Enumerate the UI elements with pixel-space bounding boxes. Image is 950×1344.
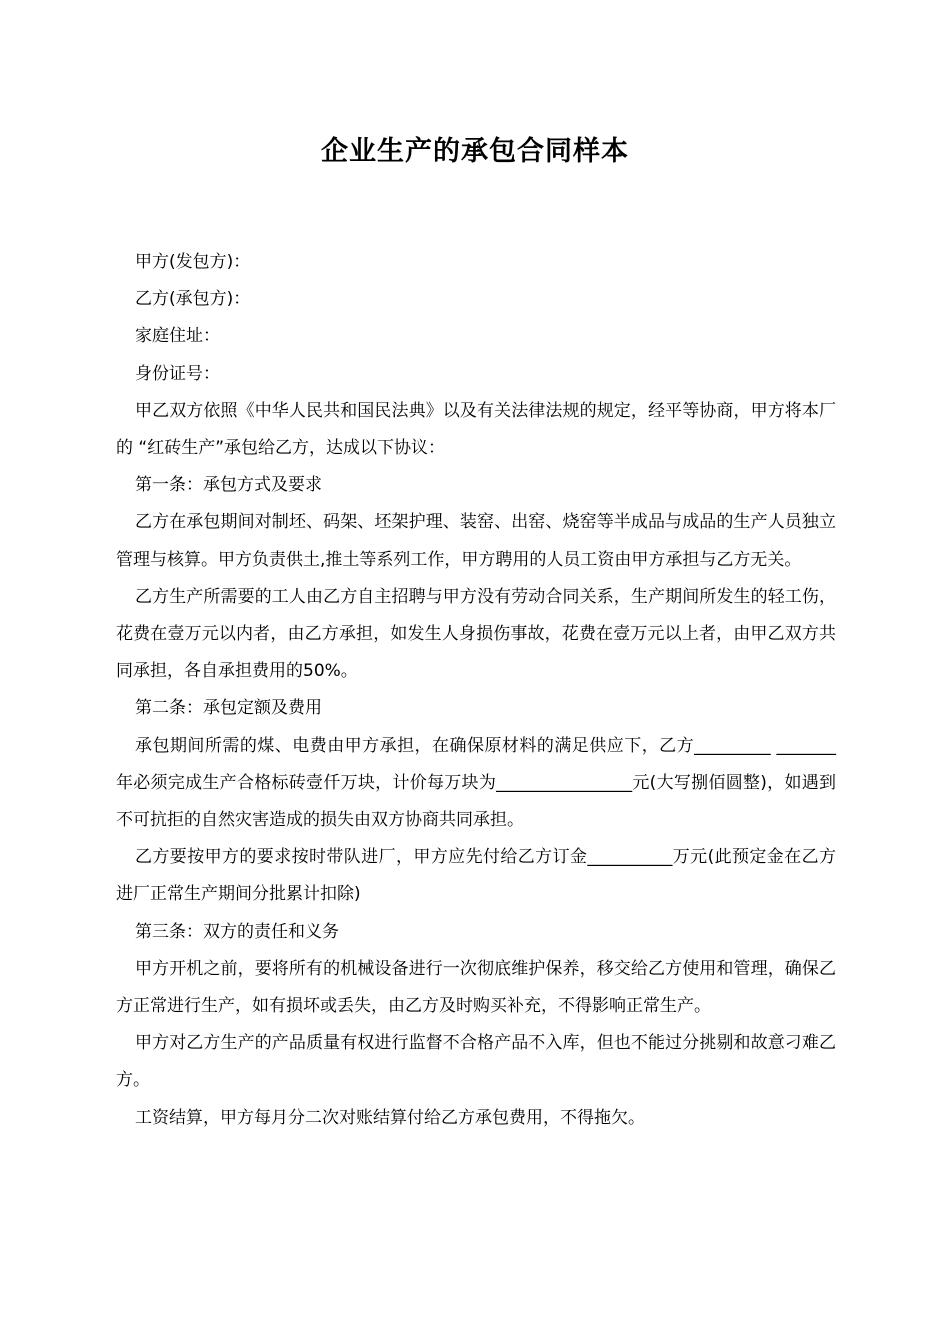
article-3-paragraph-3: 工资结算，甲方每月分二次对账结算付给乙方承包费用，不得拖欠。 bbox=[135, 1107, 645, 1128]
party-a-line: 甲方(发包方)： bbox=[135, 252, 251, 272]
article-3-paragraph-1: 甲方开机之前，要将所有的机械设备进行一次彻底维护保养，移交给乙方使用和管理，确保乙方正常进行生产，如有损坏或丢失，由乙方及时购买补充，不得影响正常生产。 bbox=[116, 958, 836, 1017]
id-number-line: 身份证号： bbox=[135, 363, 220, 384]
article-3-paragraph-2: 甲方对乙方生产的产品质量有权进行监督不合格产品不入库，但也不能过分挑剔和故意刁难乙方。 bbox=[116, 1033, 836, 1091]
article-2-paragraph-1: 承包期间所需的煤、电费由甲方承担，在确保原材料的满足供应下，乙方_________ _______年必须完成生产合格标砖壹仟万块，计价每万块为________________元(大写捌佰圆整)，如遇到不可抗拒的自然灾害造成的损失由双方协商共同承担。 bbox=[116, 735, 836, 831]
article-2-paragraph-2: 乙方要按甲方的要求按时带队进厂，甲方应先付给乙方订金__________万元(此预定金在乙方进厂正常生产期间分批累计扣除) bbox=[116, 847, 836, 905]
home-address-line: 家庭住址： bbox=[135, 326, 220, 347]
article-1-heading: 第一条：承包方式及要求 bbox=[135, 475, 322, 496]
article-3-heading: 第三条：双方的责任和义务 bbox=[135, 921, 339, 942]
document-title: 企业生产的承包合同样本 bbox=[321, 136, 629, 167]
party-b-line: 乙方(承包方)： bbox=[135, 289, 251, 310]
document-body bbox=[116, 244, 836, 1137]
article-1-paragraph-2: 乙方生产所需要的工人由乙方自主招聘与甲方没有劳动合同关系，生产期间所发生的轻工伤，花费在壹万元以内者，由乙方承担，如发生人身损伤事故，花费在壹万元以上者，由甲乙双方共同承担，各自承担费用的50%。 bbox=[116, 586, 836, 682]
preamble-paragraph: 甲乙双方依照《中华人民共和国民法典》以及有关法律法规的规定，经平等协商，甲方将本厂的 “红砖生产”承包给乙方，达成以下协议： bbox=[116, 400, 836, 459]
article-1-paragraph-1: 乙方在承包期间对制坯、码架、坯架护理、装窑、出窑、烧窑等半成品与成品的生产人员独立管理与核算。甲方负责供土,推土等系列工作，甲方聘用的人员工资由甲方承担与乙方无关。 bbox=[116, 512, 836, 570]
article-2-heading: 第二条：承包定额及费用 bbox=[135, 698, 322, 719]
